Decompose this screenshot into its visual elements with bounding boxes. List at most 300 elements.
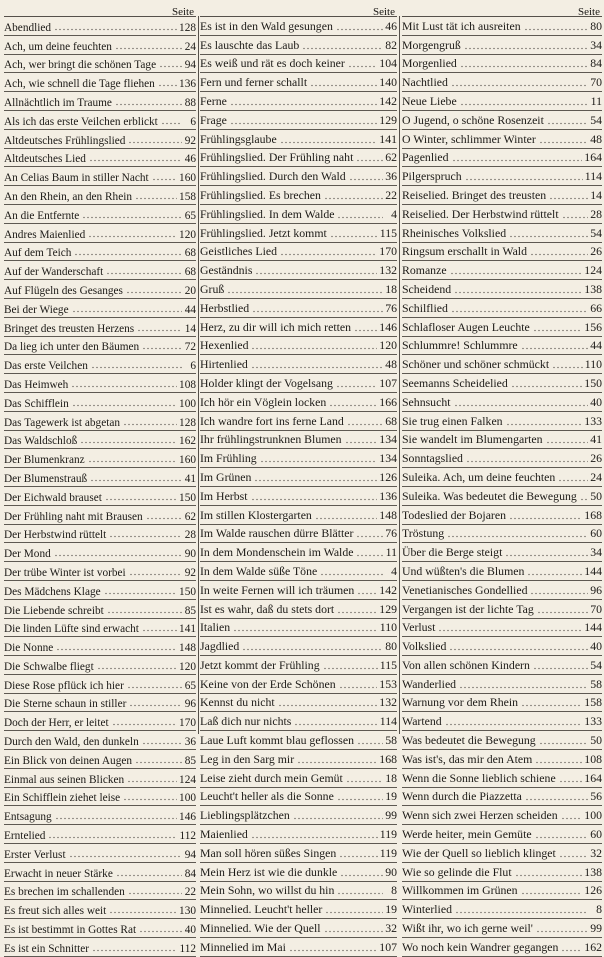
- index-entry: [4, 337, 196, 356]
- index-entry: [4, 280, 196, 299]
- entry-title: Leucht't heller als die Sonne: [200, 789, 334, 804]
- index-entry: [200, 506, 397, 525]
- index-entry: [4, 525, 196, 544]
- dot-leader: [524, 28, 588, 31]
- entry-page-number: 148: [179, 642, 196, 655]
- entry-title: Leise zieht durch mein Gemüt: [200, 770, 343, 785]
- dot-leader: [347, 423, 383, 426]
- index-entry: [200, 224, 397, 243]
- entry-title: Wanderlied: [402, 676, 457, 691]
- entry-page-number: 134: [379, 451, 397, 466]
- entry-title: Der Eichwald brauset: [4, 491, 102, 504]
- entry-page-number: 84: [184, 867, 196, 880]
- entry-page-number: 54: [590, 112, 602, 127]
- index-entry: [200, 261, 397, 280]
- dot-leader: [104, 592, 177, 595]
- entry-page-number: 32: [385, 921, 397, 936]
- entry-title: Andres Maienlied: [4, 228, 86, 241]
- entry-page-number: 96: [590, 582, 602, 597]
- entry-page-number: 72: [184, 341, 196, 354]
- entry-title: Entsagung: [4, 811, 52, 824]
- entry-title: Laue Luft kommt blau geflossen: [200, 733, 354, 748]
- entry-title: Warnung vor dem Rhein: [402, 695, 519, 710]
- entry-title: Man soll hören süßes Singen: [200, 845, 337, 860]
- entry-page-number: 162: [584, 939, 602, 954]
- dot-leader: [336, 385, 377, 388]
- entry-page-number: 100: [179, 397, 196, 410]
- entry-page-number: 36: [184, 736, 196, 749]
- entry-title: Durch den Wald, den dunkeln: [4, 736, 139, 749]
- entry-page-number: 46: [184, 153, 196, 166]
- entry-page-number: 66: [590, 300, 602, 315]
- dot-leader: [129, 573, 182, 576]
- dot-leader: [251, 347, 377, 350]
- index-entry: [4, 243, 196, 262]
- entry-title: Der Herbstwind rüttelt: [4, 529, 107, 542]
- dot-leader: [142, 347, 182, 350]
- index-entry: [200, 806, 397, 825]
- entry-page-number: 132: [379, 695, 397, 710]
- dot-leader: [521, 347, 588, 350]
- entry-title: Frühlingslied. Jetzt kommt: [200, 225, 327, 240]
- index-entry: [4, 149, 196, 168]
- entry-title: Bei der Wiege: [4, 303, 69, 316]
- entry-page-number: 114: [584, 169, 602, 184]
- entry-page-number: 108: [179, 378, 196, 391]
- index-entry: [200, 525, 397, 544]
- dot-leader: [123, 423, 177, 426]
- entry-page-number: 41: [184, 472, 196, 485]
- index-entry: [200, 337, 397, 356]
- index-entry: [200, 769, 397, 788]
- entry-page-number: 96: [184, 698, 196, 711]
- entry-page-number: 20: [184, 284, 196, 297]
- dot-leader: [280, 253, 377, 256]
- entry-title: Sie trug einen Falken: [402, 413, 503, 428]
- index-entry: [4, 299, 196, 318]
- entry-title: In dem Walde süße Töne: [200, 563, 318, 578]
- dot-leader: [511, 385, 582, 388]
- entry-page-number: 24: [184, 40, 196, 53]
- entry-page-number: 119: [379, 827, 397, 842]
- entry-title: Minnelied. Wie der Quell: [200, 921, 321, 936]
- entry-page-number: 8: [596, 902, 602, 917]
- dot-leader: [127, 686, 182, 689]
- dot-leader: [142, 629, 177, 632]
- index-entry: [200, 36, 397, 55]
- entry-page-number: 14: [590, 187, 602, 202]
- index-entry: [4, 17, 196, 36]
- entry-page-number: 6: [190, 115, 196, 128]
- entry-page-number: 129: [379, 112, 397, 127]
- dot-leader: [142, 742, 182, 745]
- entry-page-number: 120: [179, 660, 196, 673]
- index-entry: [4, 844, 196, 863]
- entry-title: Mein Sohn, wo willst du hin: [200, 883, 335, 898]
- entry-title: Die Sterne schaun in stiller: [4, 698, 127, 711]
- entry-title: Morgenlied: [402, 56, 457, 71]
- dot-leader: [530, 253, 588, 256]
- index-entry: [4, 656, 196, 675]
- entry-title: Gruß: [200, 281, 225, 296]
- entry-page-number: 68: [385, 413, 397, 428]
- entry-title: Nachtlied: [402, 75, 448, 90]
- dot-leader: [135, 761, 182, 764]
- dot-leader: [109, 535, 182, 538]
- entry-title: Winterlied: [402, 902, 452, 917]
- entry-title: An Celias Baum in stiller Nacht: [4, 172, 149, 185]
- entry-title: Frühlingslied. In dem Walde: [200, 206, 335, 221]
- index-entry: [402, 543, 602, 562]
- dot-leader: [297, 761, 377, 764]
- index-entry: [402, 863, 602, 882]
- entry-title: Seemanns Scheidelied: [402, 375, 508, 390]
- entry-page-number: 11: [385, 545, 397, 560]
- dot-leader: [69, 855, 182, 858]
- entry-page-number: 82: [385, 37, 397, 52]
- entry-title: Im Walde rauschen dürre Blätter: [200, 526, 354, 541]
- dot-leader: [339, 855, 377, 858]
- index-entry: [402, 825, 602, 844]
- entry-page-number: 46: [385, 18, 397, 33]
- entry-page-number: 150: [179, 491, 196, 504]
- dot-leader: [329, 404, 377, 407]
- dot-leader: [533, 329, 583, 332]
- entry-page-number: 115: [379, 657, 397, 672]
- dot-leader: [146, 517, 182, 520]
- index-entry: [200, 844, 397, 863]
- index-list: [200, 16, 397, 957]
- index-entry: [4, 186, 196, 205]
- entry-page-number: 65: [184, 679, 196, 692]
- index-entry: [4, 92, 196, 111]
- index-entry: [200, 731, 397, 750]
- dot-leader: [278, 704, 378, 707]
- entry-page-number: 129: [379, 601, 397, 616]
- entry-page-number: 92: [184, 134, 196, 147]
- entry-title: Im stillen Klostergarten: [200, 507, 312, 522]
- entry-title: Die linden Lüfte sind erwacht: [4, 623, 139, 636]
- index-entry: [4, 769, 196, 788]
- entry-title: Ihr frühlingstrunknen Blumen: [200, 432, 342, 447]
- index-column-3: [402, 0, 602, 954]
- index-entry: [200, 543, 397, 562]
- entry-title: Wartend: [402, 714, 442, 729]
- dot-leader: [339, 686, 378, 689]
- index-entry: [200, 600, 397, 619]
- entry-page-number: 44: [590, 338, 602, 353]
- entry-page-number: 144: [584, 563, 602, 578]
- dot-leader: [115, 103, 182, 106]
- entry-title: O Jugend, o schöne Rosenzeit: [402, 112, 544, 127]
- index-entry: [402, 412, 602, 431]
- entry-title: Frühlingsglaube: [200, 131, 277, 146]
- index-entry: [4, 412, 196, 431]
- entry-title: Hexenlied: [200, 338, 249, 353]
- index-entry: [402, 431, 602, 450]
- entry-page-number: 65: [184, 209, 196, 222]
- entry-title: Einmal aus seinen Blicken: [4, 773, 125, 786]
- entry-title: Altdeutsches Frühlingslied: [4, 134, 126, 147]
- entry-title: Die Nonne: [4, 642, 54, 655]
- entry-title: Wenn die Sonne lieblich schiene: [402, 770, 556, 785]
- entry-title: Im Frühling: [200, 451, 257, 466]
- dot-leader: [227, 291, 383, 294]
- index-entry: [402, 73, 602, 92]
- dot-leader: [348, 65, 378, 68]
- index-entry: [4, 788, 196, 807]
- index-entry: [402, 468, 602, 487]
- entry-title: Es lauschte das Laub: [200, 37, 300, 52]
- index-entry: [402, 374, 602, 393]
- index-entry: [402, 750, 602, 769]
- index-entry: [200, 393, 397, 412]
- dot-leader: [251, 836, 378, 839]
- index-entry: [4, 543, 196, 562]
- index-entry: [200, 468, 397, 487]
- dot-leader: [559, 855, 588, 858]
- entry-page-number: 70: [590, 75, 602, 90]
- dot-leader: [294, 723, 377, 726]
- dot-leader: [533, 667, 588, 670]
- entry-title: In weite Fernen will ich träumen: [200, 582, 355, 597]
- dot-leader: [255, 272, 377, 275]
- dot-leader: [88, 460, 177, 463]
- entry-page-number: 48: [385, 357, 397, 372]
- dot-leader: [465, 178, 583, 181]
- index-entry: [4, 675, 196, 694]
- index-entry: [4, 938, 196, 957]
- entry-page-number: 80: [590, 18, 602, 33]
- dot-leader: [54, 554, 182, 557]
- entry-title: Auf Flügeln des Gesanges: [4, 284, 123, 297]
- index-entry: [402, 318, 602, 337]
- index-entry: [4, 750, 196, 769]
- index-entry: [402, 769, 602, 788]
- entry-title: Scheidend: [402, 281, 452, 296]
- entry-title: Vergangen ist der lichte Tag: [402, 601, 534, 616]
- entry-title: Frage: [200, 112, 227, 127]
- index-entry: [4, 712, 196, 731]
- entry-title: Über die Berge steigt: [402, 545, 503, 560]
- entry-title: Das Tagewerk ist abgetan: [4, 416, 121, 429]
- dot-leader: [90, 479, 182, 482]
- dot-leader: [455, 911, 588, 914]
- entry-title: An den Rhein, an den Rhein: [4, 190, 133, 203]
- index-entry: [200, 92, 397, 111]
- index-entry: [4, 374, 196, 393]
- entry-page-number: 115: [379, 225, 397, 240]
- entry-page-number: 114: [379, 714, 397, 729]
- index-entry: [4, 130, 196, 149]
- index-entry: [200, 17, 397, 36]
- entry-title: Es ist bestimmt in Gottes Rat: [4, 924, 137, 937]
- index-entry: [4, 393, 196, 412]
- entry-title: Mein Herz ist wie die dunkle: [200, 864, 338, 879]
- entry-page-number: 150: [179, 585, 196, 598]
- entry-title: Sonntagslied: [402, 451, 463, 466]
- dot-leader: [451, 84, 588, 87]
- entry-page-number: 56: [590, 789, 602, 804]
- entry-page-number: 14: [184, 322, 196, 335]
- dot-leader: [580, 498, 588, 501]
- dot-leader: [251, 498, 378, 501]
- index-entry: [200, 130, 397, 149]
- entry-page-number: 140: [379, 75, 397, 90]
- index-entry: [200, 167, 397, 186]
- dot-leader: [549, 197, 588, 200]
- entry-page-number: 138: [584, 281, 602, 296]
- index-entry: [200, 355, 397, 374]
- entry-page-number: 156: [584, 319, 602, 334]
- entry-title: Und wüßten's die Blumen: [402, 563, 525, 578]
- entry-title: Es brechen im schallenden: [4, 886, 125, 899]
- entry-title: Auf der Wanderschaft: [4, 266, 104, 279]
- entry-page-number: 112: [179, 830, 196, 843]
- entry-page-number: 146: [379, 319, 397, 334]
- entry-page-number: 128: [179, 416, 196, 429]
- dot-leader: [535, 761, 582, 764]
- index-entry: [402, 581, 602, 600]
- entry-title: Werde heiter, mein Gemüte: [402, 827, 532, 842]
- entry-title: Ach, um deine feuchten: [4, 40, 112, 53]
- dot-leader: [107, 611, 182, 614]
- dot-leader: [515, 874, 583, 877]
- dot-leader: [552, 366, 583, 369]
- dot-leader: [48, 836, 177, 839]
- index-entry: [4, 637, 196, 656]
- entry-page-number: 36: [385, 169, 397, 184]
- dot-leader: [325, 911, 383, 914]
- index-entry: [402, 449, 602, 468]
- dot-leader: [539, 742, 588, 745]
- index-entry: [402, 806, 602, 825]
- entry-title: Suleika. Was bedeutet die Bewegung: [402, 488, 577, 503]
- entry-title: Als ich das erste Veilchen erblickt: [4, 115, 158, 128]
- dot-leader: [80, 441, 177, 444]
- entry-page-number: 50: [590, 733, 602, 748]
- entry-title: Wißt ihr, wo ich gerne weil': [402, 921, 533, 936]
- entry-title: Was ist's, das mir den Atem: [402, 751, 533, 766]
- entry-page-number: 48: [590, 131, 602, 146]
- entry-page-number: 164: [584, 770, 602, 785]
- dot-leader: [466, 460, 588, 463]
- entry-title: Der Mond: [4, 548, 51, 561]
- entry-title: Ein Schifflein ziehet leise: [4, 792, 121, 805]
- index-entry: [200, 449, 397, 468]
- entry-title: Rheinisches Volkslied: [402, 225, 507, 240]
- index-entry: [200, 487, 397, 506]
- entry-title: Wenn sich zwei Herzen scheiden: [402, 808, 558, 823]
- dot-leader: [506, 423, 583, 426]
- entry-page-number: 28: [590, 206, 602, 221]
- dot-leader: [547, 122, 588, 125]
- index-entry: [402, 938, 602, 957]
- entry-title: Was bedeutet die Bewegung: [402, 733, 536, 748]
- entry-title: Es freut sich alles weit: [4, 905, 107, 918]
- entry-page-number: 62: [385, 150, 397, 165]
- entry-title: Das erste Veilchen: [4, 360, 88, 373]
- entry-page-number: 100: [584, 808, 602, 823]
- entry-page-number: 4: [391, 206, 397, 221]
- entry-page-number: 24: [590, 469, 602, 484]
- index-entry: [200, 431, 397, 450]
- entry-title: Frühlingslied. Es brechen: [200, 187, 321, 202]
- index-entry: [402, 17, 602, 36]
- entry-title: Diese Rose pflück ich hier: [4, 679, 124, 692]
- dot-leader: [54, 28, 177, 31]
- index-entry: [4, 318, 196, 337]
- entry-page-number: 158: [584, 695, 602, 710]
- index-entry: [200, 205, 397, 224]
- entry-title: Romanze: [402, 263, 447, 278]
- index-entry: [4, 167, 196, 186]
- index-column-1: [4, 0, 196, 955]
- entry-title: Fern und ferner schallt: [200, 75, 308, 90]
- index-entry: [200, 637, 397, 656]
- index-entry: [402, 149, 602, 168]
- dot-leader: [126, 291, 182, 294]
- entry-page-number: 76: [385, 300, 397, 315]
- index-entry: [402, 731, 602, 750]
- index-entry: [200, 412, 397, 431]
- dot-leader: [521, 892, 583, 895]
- index-list: [402, 16, 602, 957]
- entry-page-number: 107: [379, 939, 397, 954]
- entry-title: Erntelied: [4, 830, 46, 843]
- dot-leader: [447, 535, 588, 538]
- entry-page-number: 136: [379, 488, 397, 503]
- entry-page-number: 120: [179, 228, 196, 241]
- entry-title: Sehnsucht: [402, 394, 451, 409]
- dot-leader: [302, 47, 383, 50]
- dot-leader: [539, 141, 588, 144]
- dot-leader: [92, 949, 177, 952]
- entry-page-number: 85: [184, 754, 196, 767]
- entry-page-number: 158: [179, 190, 196, 203]
- entry-title: Wenn durch die Piazzetta: [402, 789, 522, 804]
- entry-page-number: 58: [590, 676, 602, 691]
- entry-title: Schlafloser Augen Leuchte: [402, 319, 530, 334]
- entry-page-number: 80: [385, 639, 397, 654]
- entry-page-number: 92: [184, 566, 196, 579]
- index-entry: [4, 73, 196, 92]
- dot-leader: [454, 404, 589, 407]
- dot-leader: [159, 65, 182, 68]
- entry-title: Erster Verlust: [4, 848, 66, 861]
- dot-leader: [558, 479, 588, 482]
- entry-title: Allnächtlich im Traume: [4, 96, 112, 109]
- index-entry: [200, 318, 397, 337]
- dot-leader: [525, 798, 588, 801]
- dot-leader: [527, 573, 582, 576]
- entry-title: Hirtenlied: [200, 357, 248, 372]
- column-divider: [399, 16, 400, 734]
- index-column-2: [200, 0, 397, 954]
- index-list: [4, 16, 196, 957]
- index-entry: [402, 506, 602, 525]
- entry-title: Wo noch kein Wandrer gegangen: [402, 939, 559, 954]
- dot-leader: [116, 874, 182, 877]
- dot-leader: [123, 798, 177, 801]
- entry-page-number: 160: [179, 172, 196, 185]
- entry-title: Kennst du nicht: [200, 695, 275, 710]
- dot-leader: [349, 178, 383, 181]
- index-entry: [402, 788, 602, 807]
- entry-page-number: 60: [590, 526, 602, 541]
- dot-leader: [460, 103, 588, 106]
- entry-page-number: 110: [379, 620, 397, 635]
